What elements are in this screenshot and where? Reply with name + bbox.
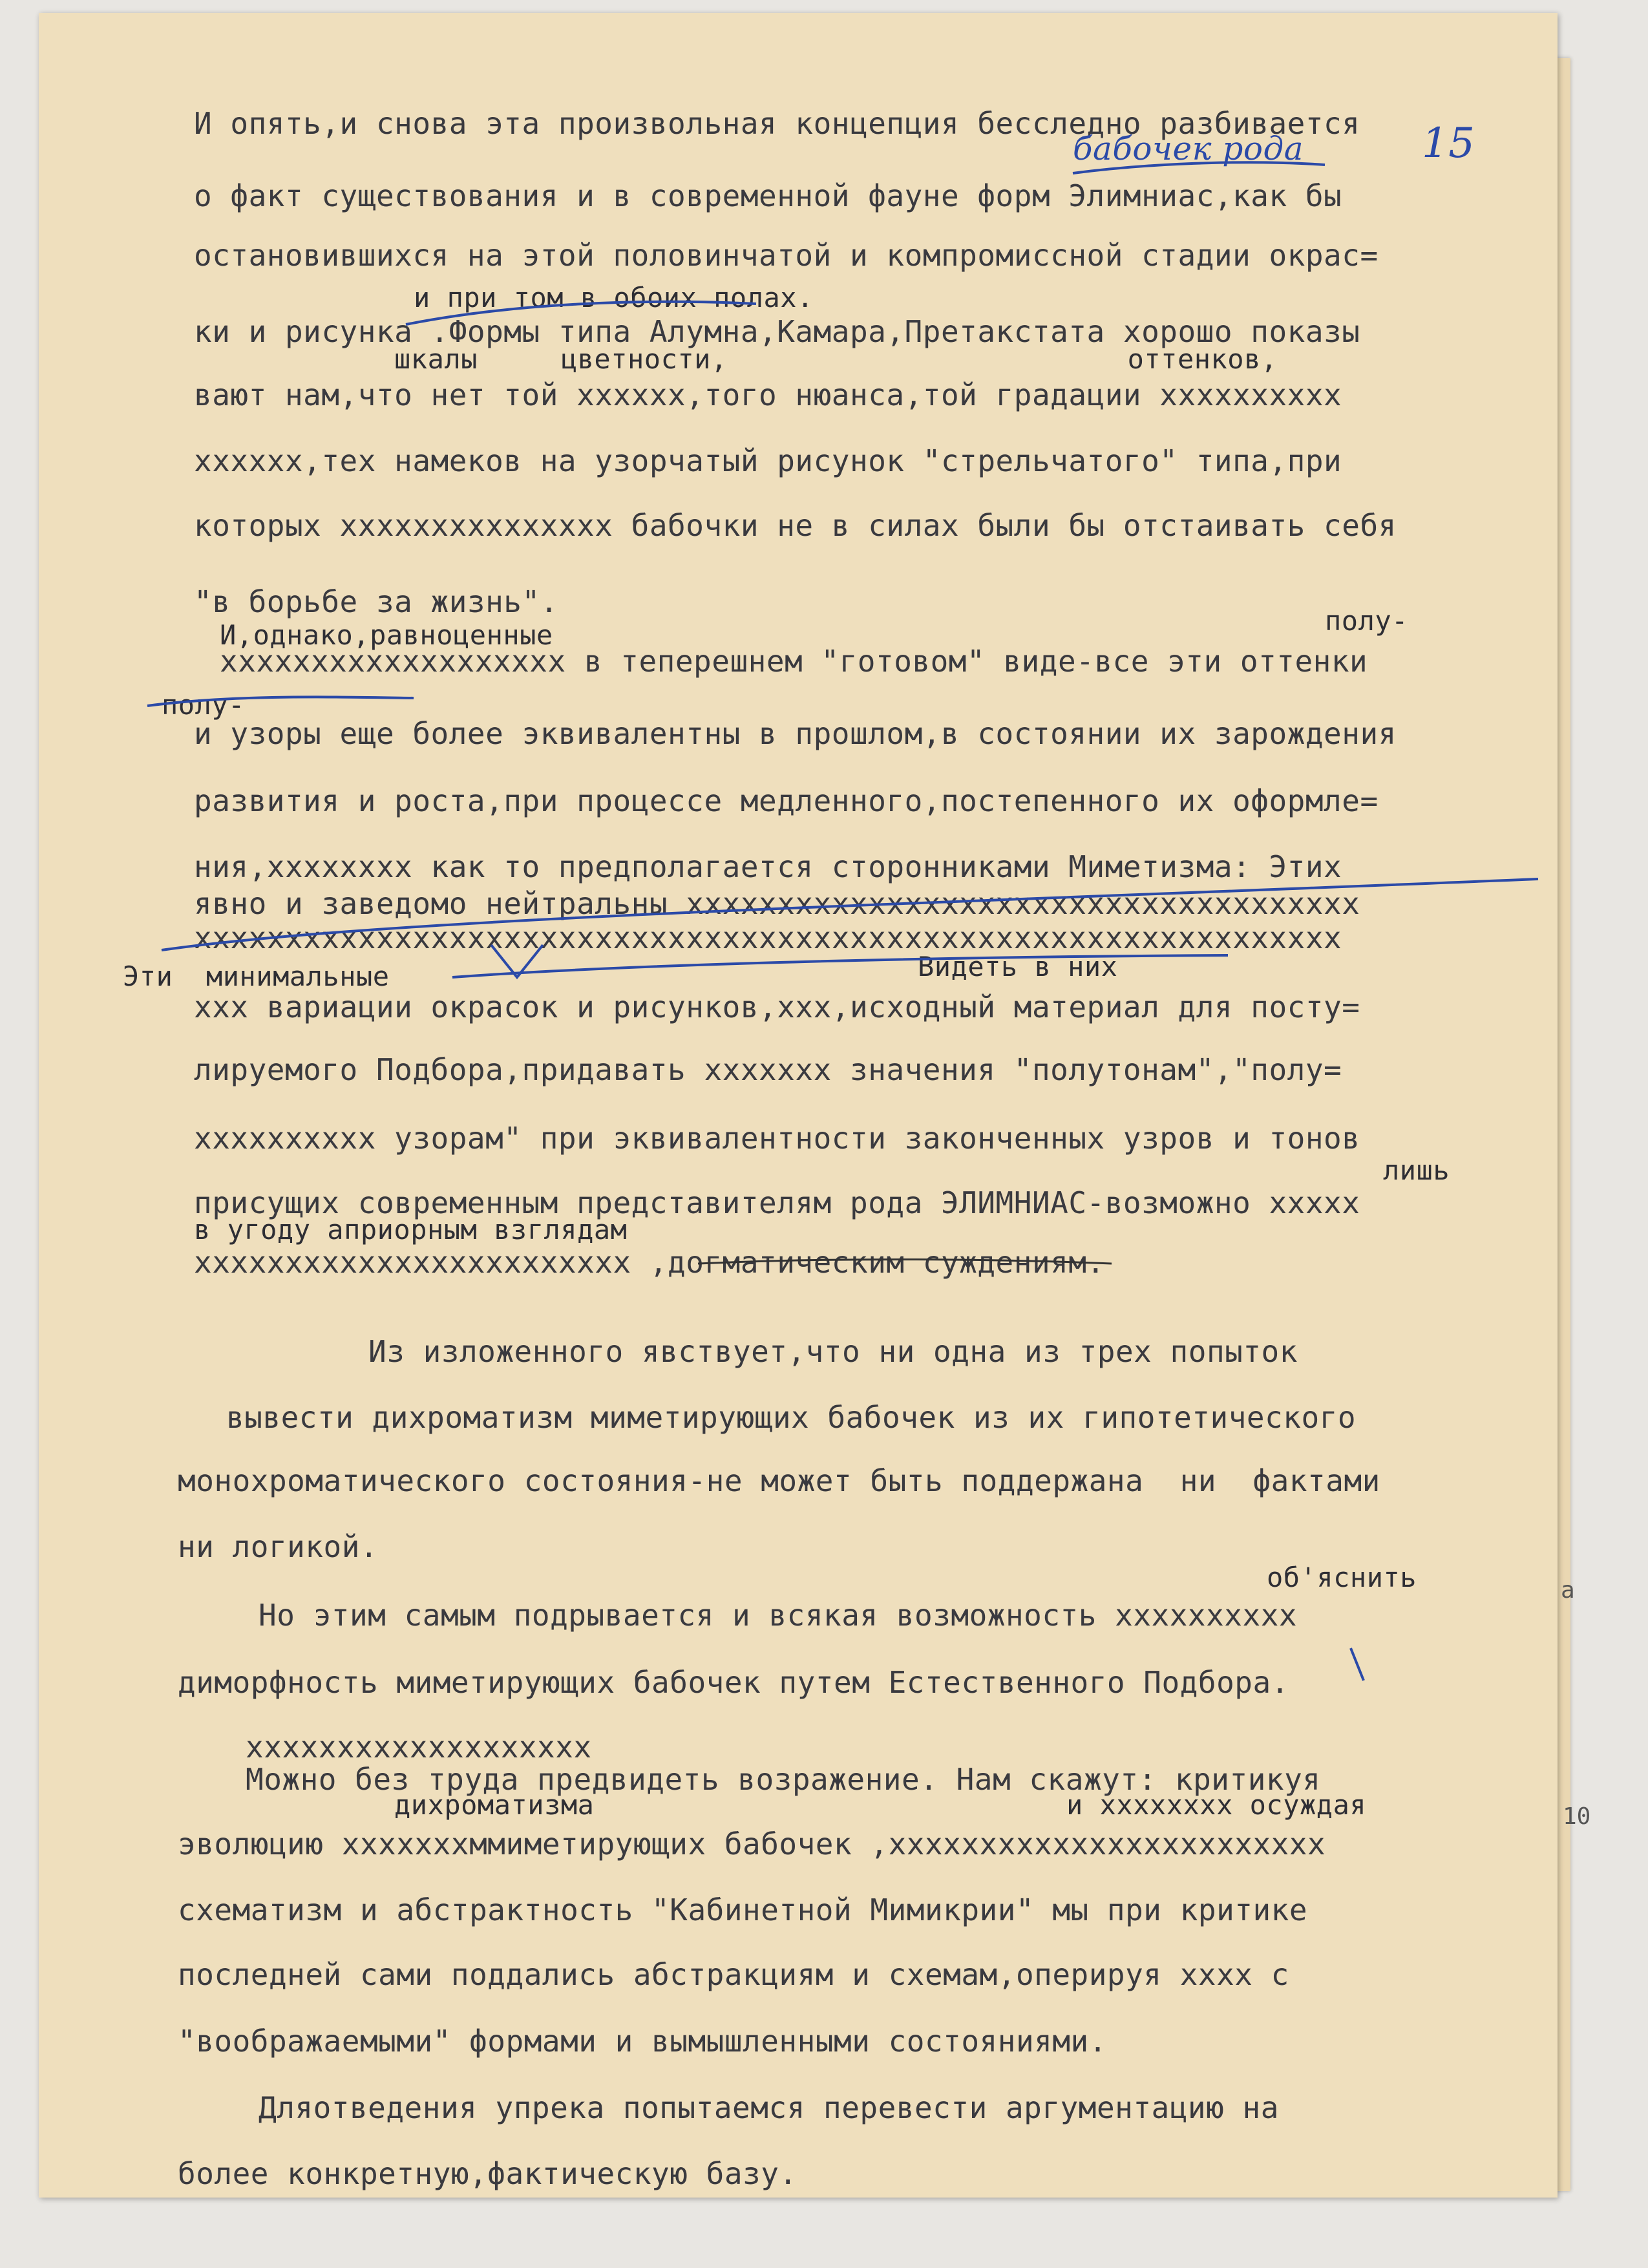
typed-line: ния,хххххххх как то предполагается сторонниками Миметизма: Этих [194, 849, 1342, 884]
inserted-line: дихроматизма [394, 1789, 595, 1821]
typed-line: последней сами поддались абстракциям и схемам,оперируя хххх с [178, 1957, 1289, 1992]
typed-line: остановившихся на этой половинчатой и компромиссной стадии окрас= [194, 238, 1379, 273]
typed-line: ххх вариации окрасок и рисунков,ххх,исходный материал для посту= [194, 990, 1360, 1024]
inserted-line: лишь [1383, 1154, 1450, 1186]
inserted-line: полу- [1325, 605, 1408, 637]
inserted-line: в угоду априорным взглядам [194, 1214, 628, 1245]
typed-line: "в борьбе за жизнь". [194, 584, 558, 619]
typed-line: о факт существования и в современной фауне форм Элимниас,как бы [194, 178, 1342, 213]
typed-line: ххххххххххххххххххххххххххххххххххххххххххххххххххххххххххххххх [194, 920, 1342, 955]
margin-mark-10: 10 [1563, 1803, 1591, 1830]
typed-line: присущих современным представителям рода ЭЛИМНИАС-возможно ххххх [194, 1185, 1360, 1220]
typed-line: и узоры еще более эквивалентны в прошлом,в состоянии их зарождения [194, 716, 1397, 751]
typed-line: Из изложенного явствует,что ни одна из трех попыток [368, 1334, 1298, 1369]
typed-line: "воображаемыми" формами и вымышленными состояниями. [178, 2024, 1107, 2059]
typed-line: лируемого Подбора,придавать ххххххх значения "полутонам","полу= [194, 1052, 1342, 1087]
inserted-line: и хххххххх осуждая [1066, 1789, 1367, 1821]
typed-line: вывести дихроматизм миметирующих бабочек из их гипотетического [226, 1400, 1357, 1435]
typed-line: хххххххххххххххххххххххх ,догматическим суждениям. [194, 1245, 1105, 1280]
typed-line: которых ххххххххххххххх бабочки не в силах были бы отстаивать себя [194, 508, 1397, 543]
typed-line: диморфность миметирующих бабочек путем Естественного Подбора. [178, 1665, 1289, 1700]
page-number: 15 [1422, 120, 1475, 167]
typed-line: ни логикой. [178, 1529, 379, 1564]
typed-line: более конкретную,фактическую базу. [178, 2156, 798, 2191]
inserted-line: полу- [162, 689, 245, 721]
typed-line: ххххххххххххххххххх в теперешнем "готовом" виде-все эти оттенки [220, 644, 1368, 679]
typed-line: И опять,и снова эта произвольная концепция бесследно разбивается [194, 106, 1360, 141]
typed-line: Можно без труда предвидеть возражение. Нам скажут: критикуя [246, 1762, 1321, 1797]
typed-line: развития и роста,при процессе медленного,постепенного их оформле= [194, 783, 1379, 818]
typed-line: хххххх,тех намеков на узорчатый рисунок "стрельчатого" типа,при [194, 443, 1342, 478]
typed-line: ки и рисунка .Формы типа Алумна,Камара,Претакстата хорошо показы [194, 314, 1360, 349]
typed-line: хххххххххх узорам" при эквивалентности законченных узров и тонов [194, 1121, 1360, 1156]
inserted-line: И,однако,равноценные [220, 619, 553, 651]
inserted-line: и при том в обоих полах. [414, 282, 814, 313]
typed-line: явно и заведомо нейтральны ххххххххххххххххххххххххххххххххххххх [194, 886, 1360, 921]
margin-mark-a: а [1561, 1577, 1575, 1604]
typed-line: эволюцию хххххххммиметирующих бабочек ,хххххххххххххххххххххххх [178, 1827, 1326, 1861]
typed-line: схематизм и абстрактность "Кабинетной Мимикрии" мы при критике [178, 1892, 1308, 1927]
inserted-line: Видеть в них [918, 951, 1118, 982]
typed-line: Но этим самым подрывается и всякая возможность хххххххххх [259, 1598, 1298, 1633]
typed-line: вают нам,что нет той хххххх,того нюанса,той градации хххххххххх [194, 377, 1342, 412]
inserted-line: Эти минимальные [123, 960, 390, 992]
inserted-line: шкалы цветности, оттенков, [394, 343, 1278, 375]
handwritten-note: бабочек рода [1073, 130, 1304, 167]
inserted-line: об'яснить [1267, 1562, 1417, 1593]
typed-line: монохроматического состояния-не может быть поддержана ни фактами [178, 1463, 1380, 1498]
typed-line: ххххххххххххххххххх [246, 1730, 592, 1765]
typed-line: Дляотведения упрека попытаемся перевести аргументацию на [259, 2090, 1279, 2125]
